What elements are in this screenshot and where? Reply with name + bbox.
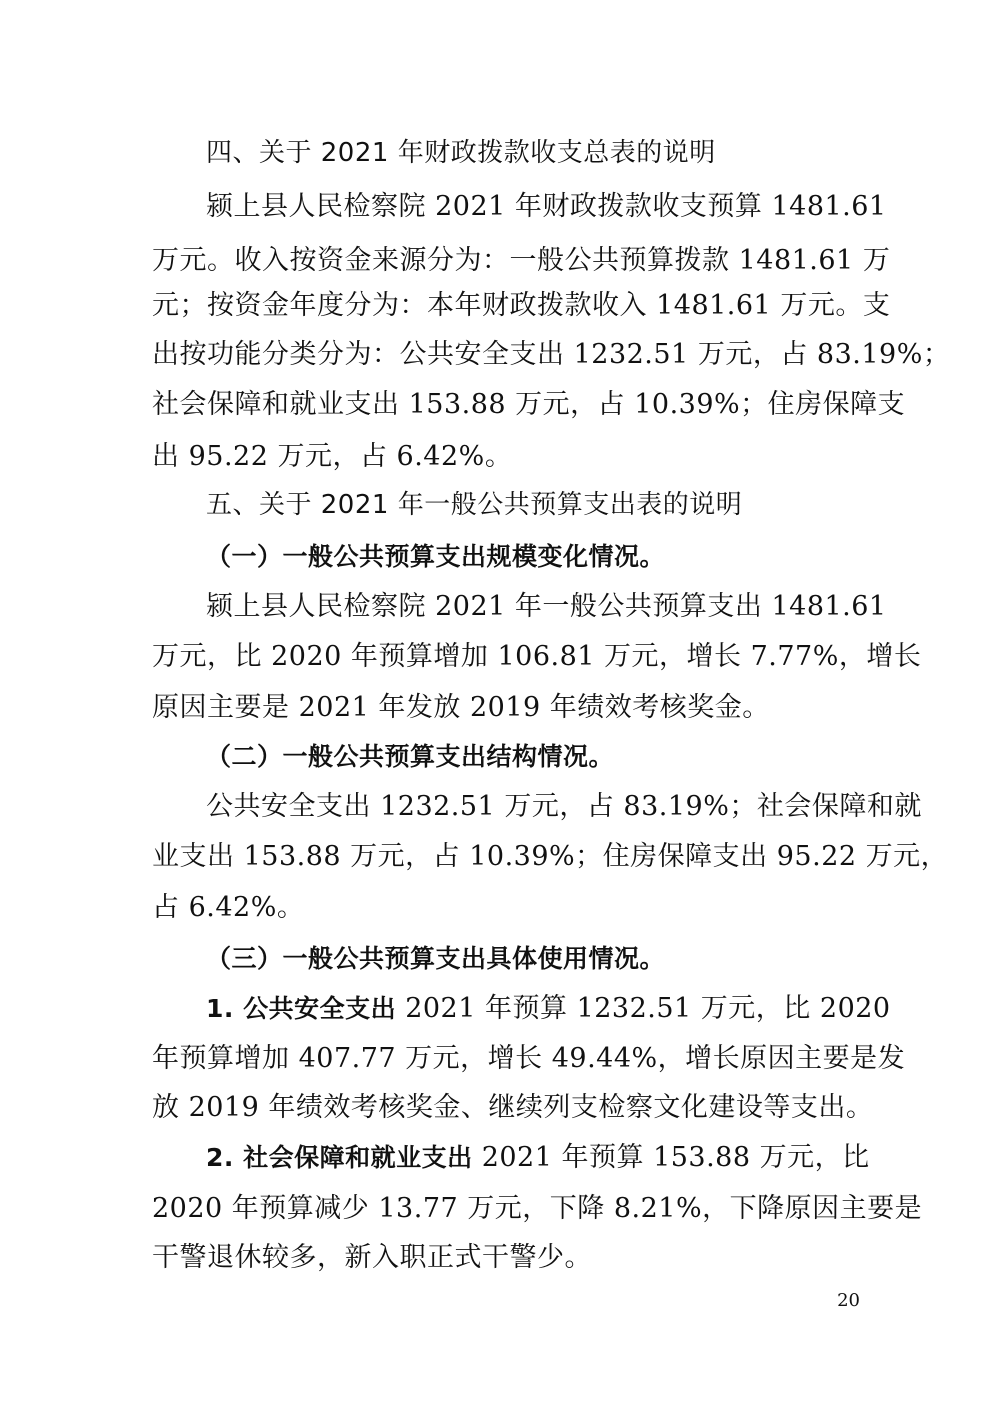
item-2-line-1 — [206, 1132, 870, 1184]
item-2-first-rest: 2021 年预算 153.88 万元，比 — [472, 1142, 870, 1173]
subsection-3-title: （三）一般公共预算支出具体使用情况。 — [206, 944, 666, 973]
section-4-line-2: 万元。收入按资金来源分为：一般公共预算拨款 1481.61 万 — [152, 245, 891, 276]
item-2-line-2: 2020 年预算减少 13.77 万元，下降 8.21%，下降原因主要是 — [152, 1193, 923, 1224]
subsection-2-line-3: 占 6.42%。 — [152, 892, 305, 923]
item-1-first-rest: 2021 年预算 1232.51 万元，比 2020 — [396, 993, 891, 1024]
item-1-line-3: 放 2019 年绩效考核奖金、继续列支检察文化建设等支出。 — [152, 1092, 874, 1123]
section-4-line-3: 元；按资金年度分为：本年财政拨款收入 1481.61 万元。支 — [152, 290, 891, 321]
item-2-line-3: 干警退休较多，新入职正式干警少。 — [152, 1242, 592, 1273]
subsection-2-line-2: 业支出 153.88 万元，占 10.39%；住房保障支出 95.22 万元， — [152, 841, 949, 872]
section-4-line-5: 社会保障和就业支出 153.88 万元，占 10.39%；住房保障支 — [152, 389, 906, 420]
item-2-lead: 2. 社会保障和就业支出 — [206, 1143, 473, 1172]
section-4-line-4: 出按功能分类分为：公共安全支出 1232.51 万元，占 83.19%； — [152, 339, 951, 370]
item-1-line-1 — [206, 983, 891, 1035]
subsection-1-title: （一）一般公共预算支出规模变化情况。 — [206, 542, 666, 571]
section-4-line-6: 出 95.22 万元，占 6.42%。 — [152, 441, 513, 472]
section-5-heading: 五、关于 2021 年一般公共预算支出表的说明 — [206, 490, 743, 520]
page-number: 20 — [837, 1290, 860, 1311]
subsection-2-line-1: 公共安全支出 1232.51 万元，占 83.19%；社会保障和就 — [206, 791, 922, 822]
subsection-1-line-3: 原因主要是 2021 年发放 2019 年绩效考核奖金。 — [152, 692, 770, 723]
item-1-lead: 1. 公共安全支出 — [206, 994, 397, 1023]
subsection-1-line-2: 万元，比 2020 年预算增加 106.81 万元，增长 7.77%，增长 — [152, 641, 922, 672]
subsection-2-title: （二）一般公共预算支出结构情况。 — [206, 742, 615, 771]
item-1-line-2: 年预算增加 407.77 万元，增长 49.44%，增长原因主要是发 — [152, 1043, 906, 1074]
section-4-heading: 四、关于 2021 年财政拨款收支总表的说明 — [206, 138, 716, 168]
subsection-1-line-1: 颍上县人民检察院 2021 年一般公共预算支出 1481.61 — [206, 591, 887, 622]
section-4-line-1: 颍上县人民检察院 2021 年财政拨款收支预算 1481.61 — [206, 191, 887, 222]
